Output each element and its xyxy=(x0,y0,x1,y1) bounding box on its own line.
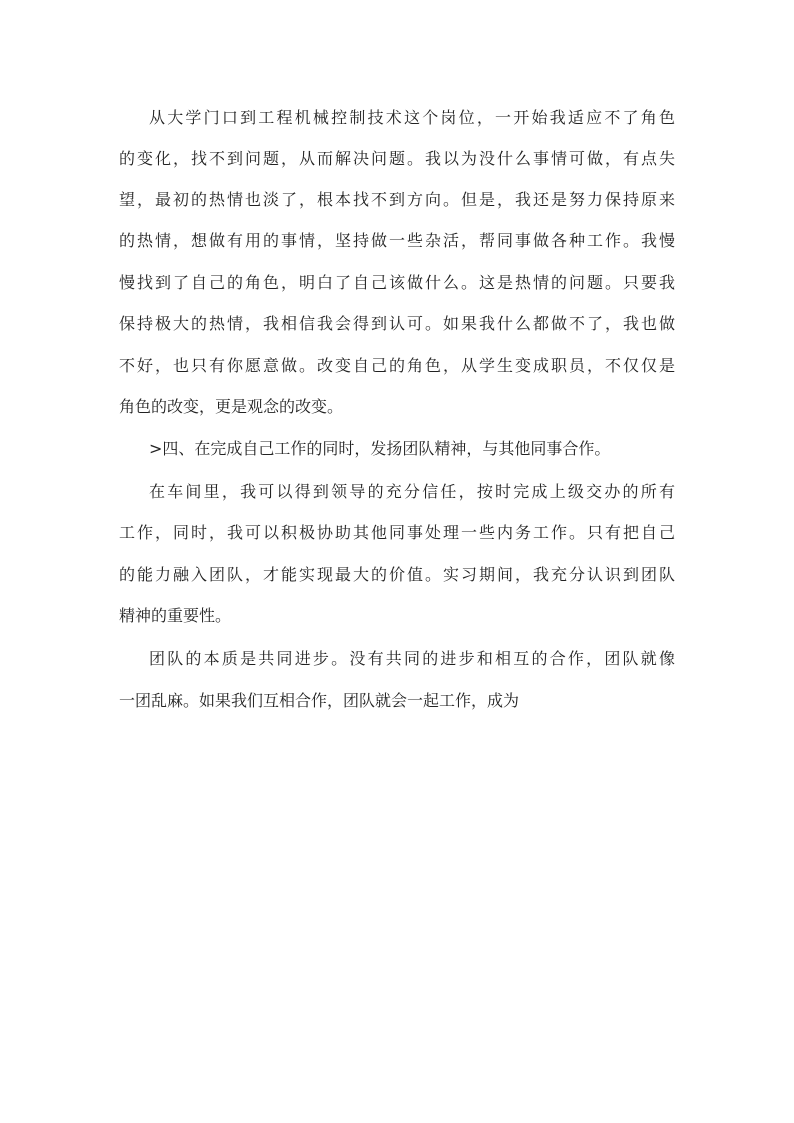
paragraph-1-line-5: 慢找到了自己的角色，明白了自己该做什么。这是热情的问题。只要我 xyxy=(119,273,675,292)
paragraph-2-line-4: 精神的重要性。 xyxy=(119,606,232,625)
paragraph-1-line-7: 不好，也只有你愿意做。改变自己的角色，从学生变成职员，不仅仅是 xyxy=(119,356,675,375)
paragraph-1-line-4: 的热情，想做有用的事情，坚持做一些杂活，帮同事做各种工作。我慢 xyxy=(119,231,675,250)
paragraph-1-line-8: 角色的改变，更是观念的改变。 xyxy=(119,397,344,416)
paragraph-2-line-2: 工作，同时，我可以积极协助其他同事处理一些内务工作。只有把自己 xyxy=(119,523,675,542)
paragraph-2-line-1: 在车间里，我可以得到领导的充分信任，按时完成上级交办的所有 xyxy=(149,482,675,501)
paragraph-3-line-1: 团队的本质是共同进步。没有共同的进步和相互的合作，团队就像 xyxy=(149,649,675,668)
paragraph-1-line-3: 望，最初的热情也淡了，根本找不到方向。但是，我还是努力保持原来 xyxy=(119,190,675,209)
paragraph-1-line-6: 保持极大的热情，我相信我会得到认可。如果我什么都做不了，我也做 xyxy=(119,314,675,333)
section-heading-4: >四、在完成自己工作的同时，发扬团队精神，与其他同事合作。 xyxy=(149,439,611,458)
paragraph-3-line-2: 一团乱麻。如果我们互相合作，团队就会一起工作，成为 xyxy=(119,691,520,710)
paragraph-1-line-1: 从大学门口到工程机械控制技术这个岗位，一开始我适应不了角色 xyxy=(149,108,675,127)
paragraph-1-line-2: 的变化，找不到问题，从而解决问题。我以为没什么事情可做，有点失 xyxy=(119,149,675,168)
paragraph-2-line-3: 的能力融入团队，才能实现最大的价值。实习期间，我充分认识到团队 xyxy=(119,565,675,584)
